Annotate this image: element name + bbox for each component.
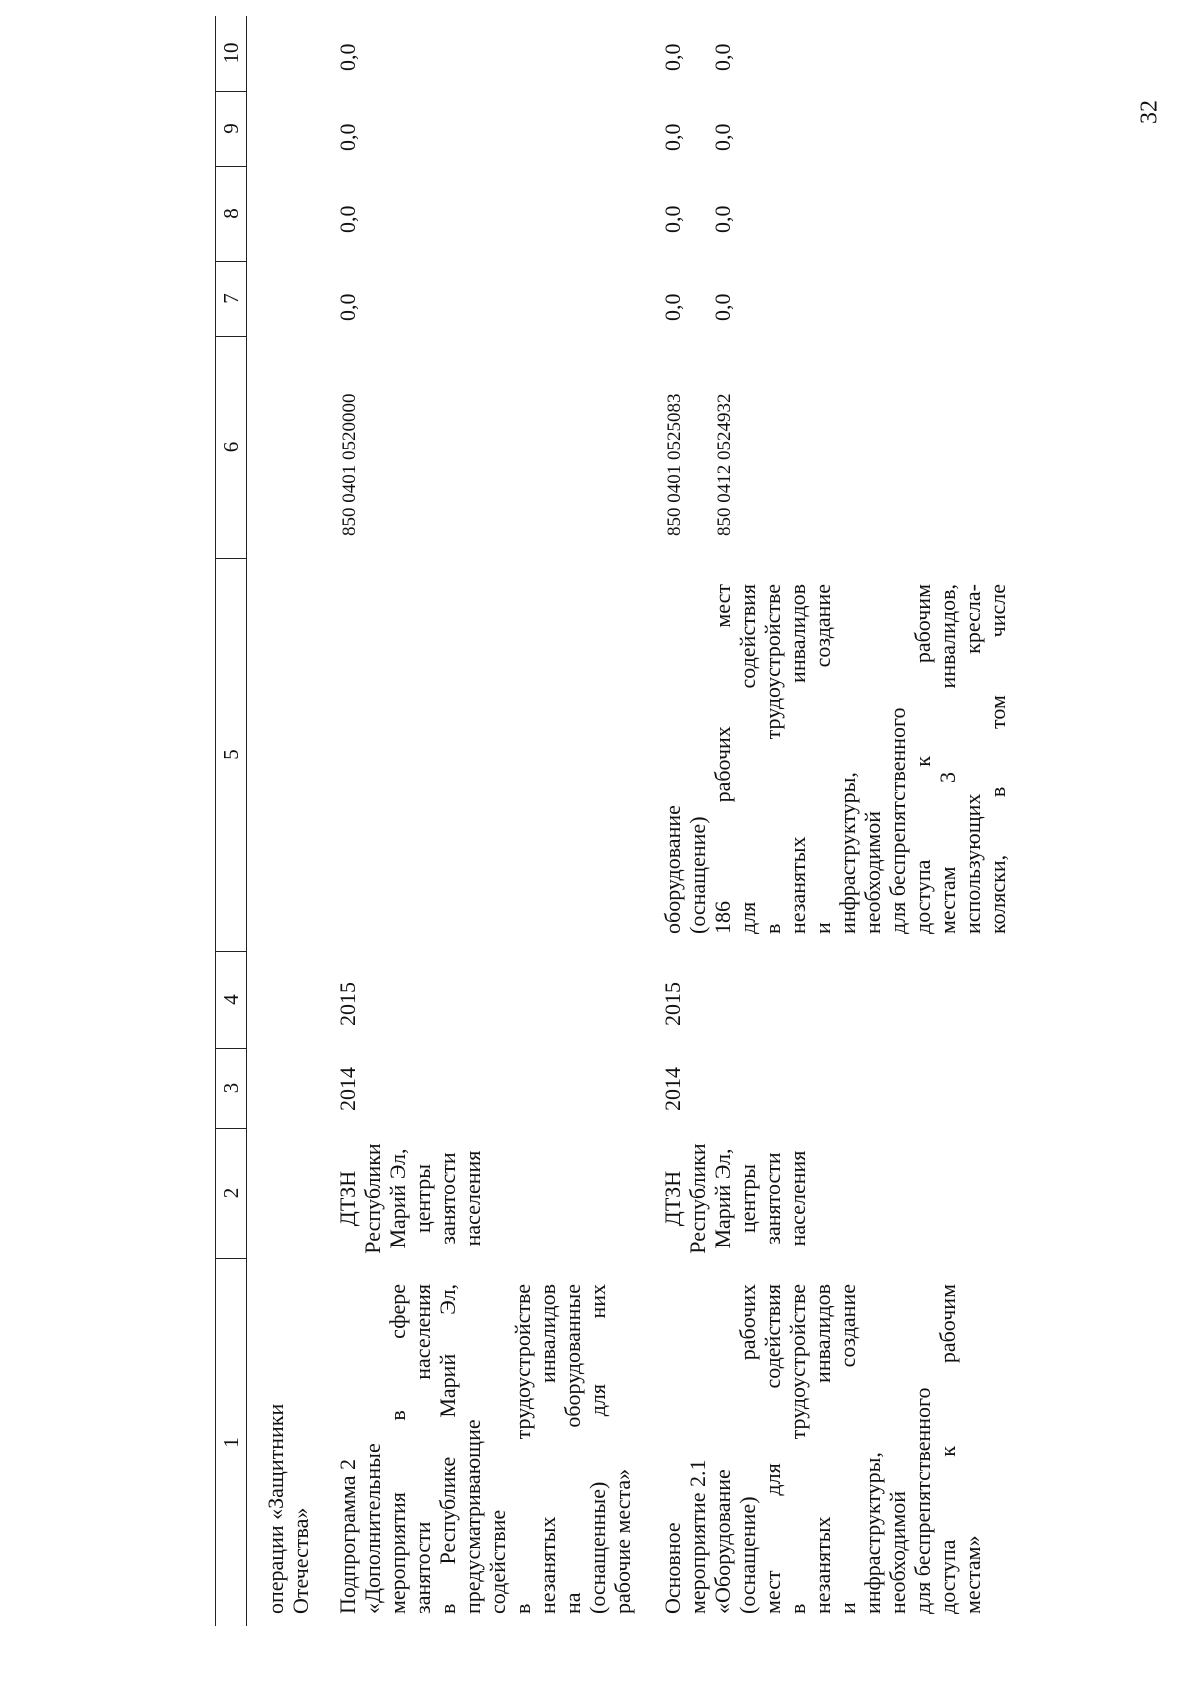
row2-col6-a: 850 0401 0525083 xyxy=(664,393,685,536)
row2-col5-line: для беспрепятственного xyxy=(885,707,910,934)
row1-col1-line: предусматривающие xyxy=(460,1419,485,1614)
row2-col1-line: местам» xyxy=(960,1535,985,1614)
row1-col2-line: населения xyxy=(460,1150,485,1247)
row2-col2-line: населения xyxy=(785,1150,810,1247)
row1-col3: 2014 xyxy=(335,1067,360,1111)
header-col-8: 8 xyxy=(216,166,246,262)
row2-col1-line: и создание xyxy=(835,1284,860,1614)
row1-col1-line: Подпрограмма 2 xyxy=(335,1459,360,1614)
row2b-col7: 0,0 xyxy=(710,293,735,321)
row1-col2-line: Марий Эл, xyxy=(385,1148,410,1249)
row2-col5-line: использующих кресла- xyxy=(960,584,985,934)
row2-col4: 2015 xyxy=(660,982,685,1026)
header-col-1: 1 xyxy=(219,1437,243,1448)
row2-col1 xyxy=(660,1284,985,1614)
header-col-4: 4 xyxy=(216,951,246,1049)
row1-col1-line: незанятых инвалидов xyxy=(535,1284,560,1614)
row2-col5 xyxy=(660,584,1010,934)
row1-col4: 2015 xyxy=(335,982,360,1026)
row2-col1-line: инфраструктуры, xyxy=(860,1452,885,1614)
row2a-col10: 0,0 xyxy=(660,43,685,71)
header-col-3: 3 xyxy=(216,1048,246,1129)
row1-col1-line: мероприятия в сфере xyxy=(385,1284,410,1614)
row2a-col8: 0,0 xyxy=(660,205,685,233)
row2-col2-line: занятости xyxy=(760,1152,785,1245)
header-col-2: 2 xyxy=(216,1128,246,1259)
row1-col1-line: «Дополнительные xyxy=(360,1443,385,1614)
row1-col1-line: на оборудованные xyxy=(560,1284,585,1614)
row2b-col10: 0,0 xyxy=(710,43,735,71)
row2-col1-line: необходимой xyxy=(885,1490,910,1614)
row1-col1 xyxy=(335,1284,635,1614)
table-header-row xyxy=(215,16,247,1626)
row2-col5-line: (оснащение) xyxy=(685,816,710,934)
row1-col9: 0,0 xyxy=(335,123,360,151)
row2-col5-line: оборудование xyxy=(660,805,685,934)
row2-col2-line: Республики xyxy=(685,1143,710,1254)
row2-col1-line: Основное xyxy=(660,1522,685,1614)
row2-col5-line: в трудоустройстве xyxy=(760,584,785,934)
row1-col1-line: в трудоустройстве xyxy=(510,1284,535,1614)
row2-col1-line: в трудоустройстве xyxy=(785,1284,810,1614)
row1-col2-line: занятости xyxy=(435,1152,460,1245)
carryover-line: операции «Защитники xyxy=(263,1403,288,1614)
header-col-5: 5 xyxy=(216,558,246,952)
row1-col1-line: (оснащенные) для них xyxy=(585,1284,610,1614)
row2-col3: 2014 xyxy=(660,1067,685,1111)
row2-col5-line: 186 рабочих мест xyxy=(710,584,735,934)
page-number: 32 xyxy=(1136,100,1163,124)
row1-col8: 0,0 xyxy=(335,205,360,233)
row2-col6-b: 850 0412 0524932 xyxy=(714,393,735,536)
row1-col2-line: ДТЗН xyxy=(335,1170,360,1227)
row2b-col9: 0,0 xyxy=(710,123,735,151)
header-col-6: 6 xyxy=(216,336,246,559)
row2-col5-line: необходимой xyxy=(860,810,885,934)
row2-col1-line: «Оборудование xyxy=(710,1469,735,1614)
row1-col1-line: в Республике Марий Эл, xyxy=(435,1284,460,1614)
row1-col6: 850 0401 0520000 xyxy=(339,393,360,536)
row1-col1-line: рабочие места» xyxy=(610,1468,635,1614)
row2-col1-line: незанятых инвалидов xyxy=(810,1284,835,1614)
row2-col5-line: инфраструктуры, xyxy=(835,772,860,934)
row2-col2-line: Марий Эл, xyxy=(710,1148,735,1249)
row2-col5-line: и создание xyxy=(810,584,835,934)
row1-col2-line: центры xyxy=(410,1164,435,1233)
row1-col1-line: содействие xyxy=(485,1509,510,1614)
row2a-col7: 0,0 xyxy=(660,293,685,321)
row2-col5-line: незанятых инвалидов xyxy=(785,584,810,934)
row2a-col9: 0,0 xyxy=(660,123,685,151)
header-col-7: 7 xyxy=(216,261,246,337)
row2-col1-line: (оснащение) рабочих xyxy=(735,1284,760,1614)
row1-col7: 0,0 xyxy=(335,293,360,321)
row1-col10: 0,0 xyxy=(335,43,360,71)
row2-col2-line: центры xyxy=(735,1164,760,1233)
row2-col5-line: коляски, в том числе xyxy=(985,584,1010,934)
row2-col1-line: доступа к рабочим xyxy=(935,1284,960,1614)
row2-col1-line: мест для содействия xyxy=(760,1284,785,1614)
rotated-table xyxy=(215,16,1200,1626)
row1-col2 xyxy=(335,1141,485,1256)
row2b-col8: 0,0 xyxy=(710,205,735,233)
row2-col5-line: доступа к рабочим xyxy=(910,584,935,934)
row2-col5-line: для содействия xyxy=(735,584,760,934)
row1-col1-line: занятости населения xyxy=(410,1284,435,1614)
carryover-line: Отечества» xyxy=(288,1507,313,1614)
row2-col2 xyxy=(660,1141,810,1256)
row2-col5-line: местам 3 инвалидов, xyxy=(935,584,960,934)
row1-col2-line: Республики xyxy=(360,1143,385,1254)
carryover-cell xyxy=(263,1284,313,1614)
row2-col1-line: для беспрепятственного xyxy=(910,1387,935,1614)
row2-col1-line: мероприятие 2.1 xyxy=(685,1459,710,1614)
header-col-10: 10 xyxy=(216,15,246,92)
row2-col2-line: ДТЗН xyxy=(660,1170,685,1227)
header-col-9: 9 xyxy=(216,91,246,167)
